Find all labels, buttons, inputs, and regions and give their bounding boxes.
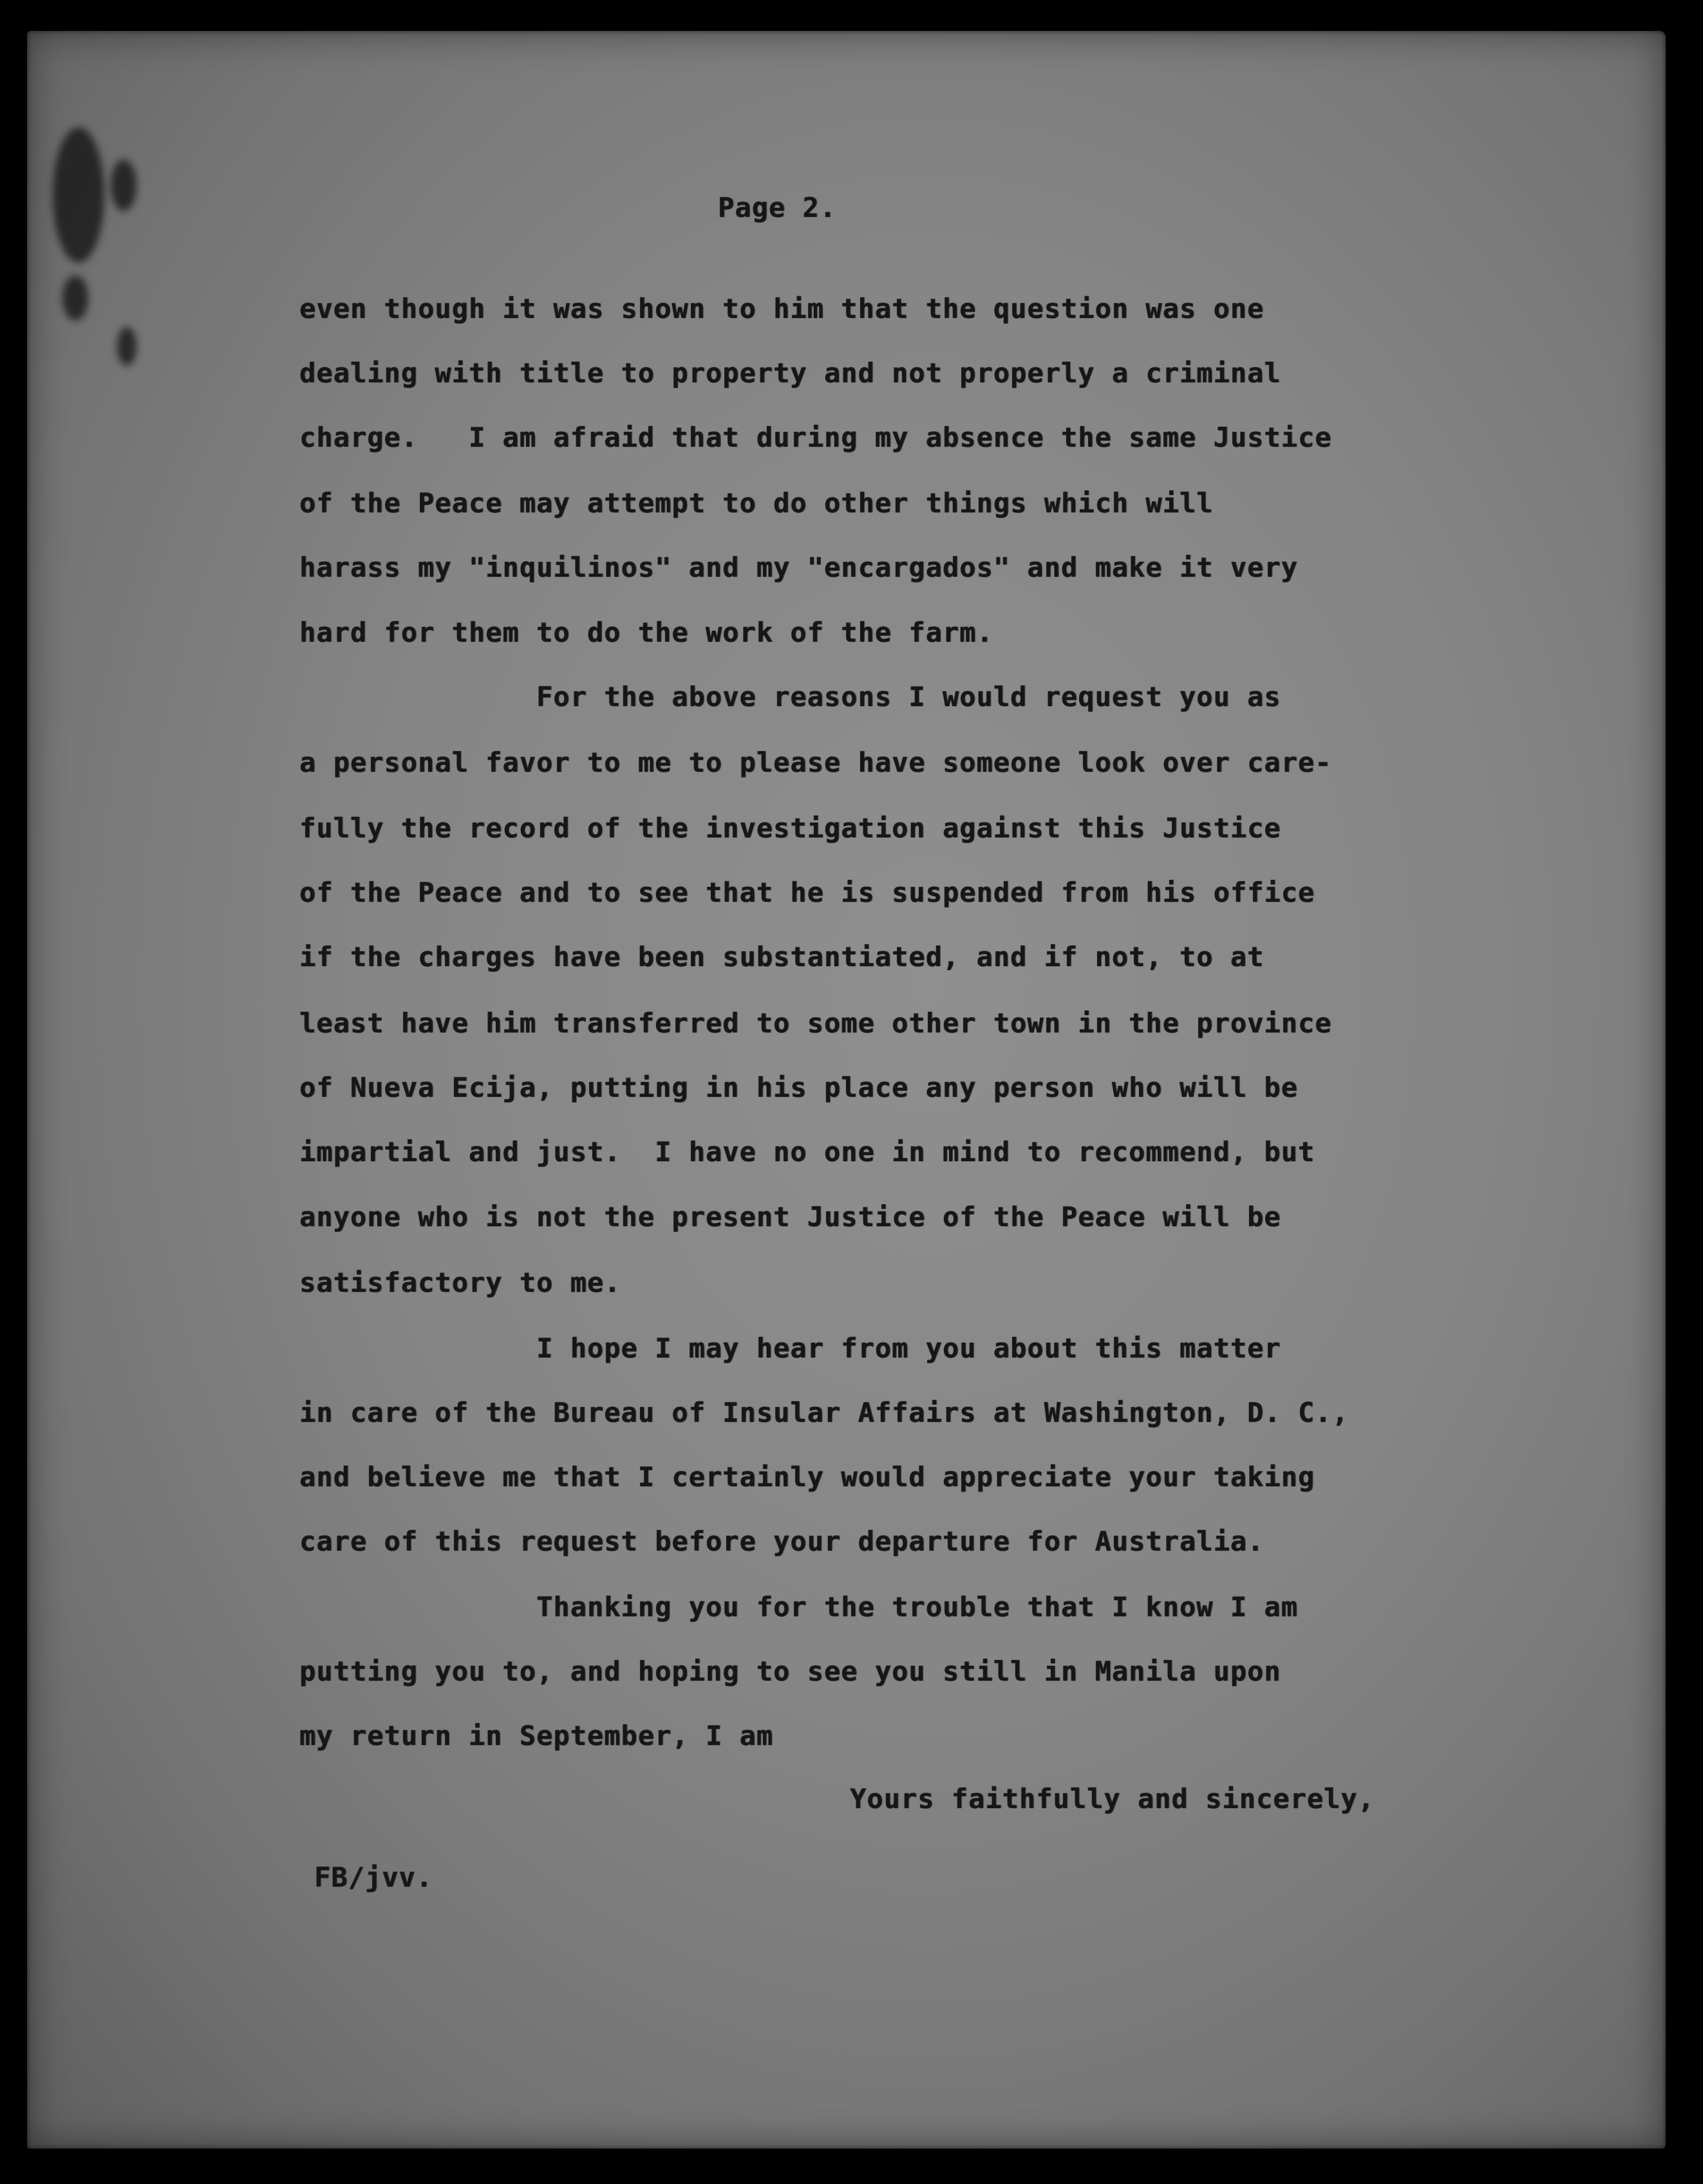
complimentary-closing: Yours faithfully and sincerely, (850, 1783, 1375, 1815)
ink-stain (53, 127, 104, 263)
body-line: of the Peace and to see that he is suspended from his office (299, 877, 1315, 908)
body-line: least have him transferred to some other town in the province (299, 1007, 1332, 1039)
body-line: fully the record of the investigation against this Justice (299, 812, 1281, 844)
body-line: dealing with title to property and not properly a criminal (299, 357, 1281, 389)
body-line: impartial and just. I have no one in mind to recommend, but (299, 1136, 1315, 1168)
page-number-header: Page 2. (718, 192, 837, 223)
body-line: harass my "inquilinos" and my "encargados" and make it very (299, 552, 1298, 583)
body-line: Thanking you for the trouble that I know I am (299, 1591, 1298, 1623)
body-line: and believe me that I certainly would appreciate your taking (299, 1461, 1315, 1493)
body-line: of Nueva Ecija, putting in his place any person who will be (299, 1072, 1298, 1103)
body-line: hard for them to do the work of the farm. (299, 617, 993, 648)
ink-stain (111, 160, 136, 211)
body-line: if the charges have been substantiated, and if not, to at (299, 941, 1265, 973)
body-line: putting you to, and hoping to see you still in Manila upon (299, 1656, 1281, 1687)
body-line: For the above reasons I would request you as (299, 681, 1281, 713)
ink-stain (62, 275, 88, 321)
body-line: even though it was shown to him that the question was one (299, 293, 1265, 324)
body-line: I hope I may hear from you about this matter (299, 1332, 1281, 1364)
ink-stain (117, 327, 136, 366)
body-line: care of this request before your departure for Australia. (299, 1526, 1265, 1557)
body-line: my return in September, I am (299, 1720, 774, 1751)
reference-initials: FB/jvv. (314, 1862, 433, 1893)
body-line: of the Peace may attempt to do other things which will (299, 487, 1214, 519)
body-line: charge. I am afraid that during my absence the same Justice (299, 422, 1332, 453)
body-line: in care of the Bureau of Insular Affairs at Washington, D. C., (299, 1397, 1349, 1428)
body-line: satisfactory to me. (299, 1267, 621, 1298)
body-line: anyone who is not the present Justice of the Peace will be (299, 1201, 1281, 1233)
body-line: a personal favor to me to please have someone look over care- (299, 747, 1332, 778)
